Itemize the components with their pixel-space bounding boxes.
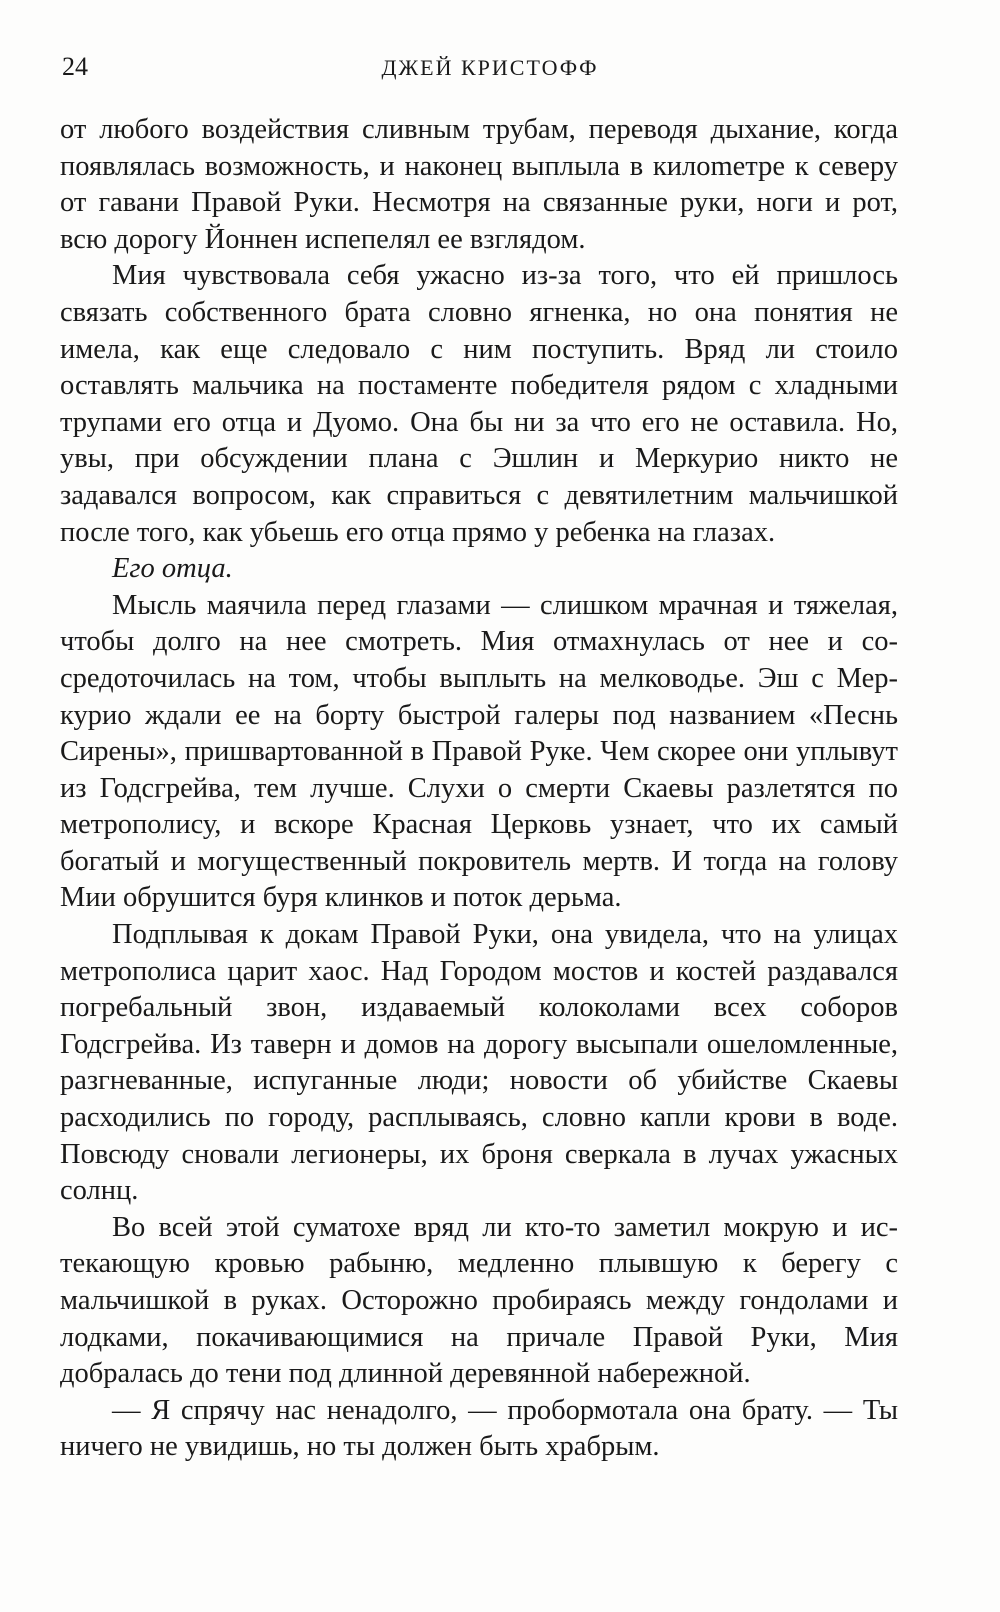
body-text [60, 112, 898, 1466]
paragraph-italic: Его отца. [112, 553, 233, 585]
paragraph: от любого воздействия сливным трубам, переводя дыхание, когда появлялась возможность, и наконец выплыла в килоmетре к северу от гавани Правой Руки. Несмотря на связанные руки, ноги и рот, всю дорогу Йоннен испепелял ее взглядом. [60, 114, 898, 255]
running-head [62, 50, 918, 90]
paragraph-dialogue: — Я спрячу нас ненадолго, — пробормотала она брату. — Ты ничего не увидишь, но ты должен быть храбрым. [60, 1394, 898, 1463]
running-title: ДЖЕЙ КРИСТОФФ [381, 55, 599, 80]
page-number: 24 [62, 52, 88, 81]
paragraph: Мысль маячила перед глазами — слишком мрачная и тяжелая, чтобы долго на нее смотреть. Мия отмахнулась от нее и сосредоточилась на том, чтобы выплыть на мелководье. Эш с Меркурио ждали ее на борту быстрой галеры под названием «Песнь Сирены», пришвартованной в Правой Руке. Чем скорее они уплывут из Годсгрейва, тем лучше. Слухи о смерти Скаевы разлетятся по метрополису, и вскоре Красная Церковь узнает, что их самый богатый и могущественный покровитель мертв. И тогда на голову Мии обрушится буря клинков и поток дерьма. [60, 589, 898, 914]
paragraph: Во всей этой суматохе вряд ли кто-то заметил мокрую и истекающую кровью рабыню, медленно плывшую к берегу с мальчишкой в руках. Осторожно пробираясь между гондолами и лодками, покачивающимися на причале Правой Руки, Мия добралась до тени под длинной деревянной набережной. [60, 1211, 898, 1390]
paragraph: Мия чувствовала себя ужасно из-за того, что ей пришлось связать собственного брата словно ягненка, но она понятия не имела, как еще следовало с ним поступить. Вряд ли стоило оставлять мальчика на постаменте победителя рядом с хладными трупами его отца и Дуомо. Она бы ни за что его не оставила. Но, увы, при обсуждении плана с Эшлин и Меркурио никто не задавался вопросом, как справиться с девятилетним мальчишкой после того, как убьешь его отца прямо у ребенка на глазах. [60, 260, 898, 548]
paragraph: Подплывая к докам Правой Руки, она увидела, что на улицах метрополиса царит хаос. Над Городом мостов и костей раздавался погребальный звон, издаваемый колоколами всех соборов Годсгрейва. Из таверн и домов на дорогу высыпали ошеломленные, разгневанные, испуганные люди; новости об убийстве Скаевы расходились по городу, расплываясь, словно капли крови в воде. Повсюду сновали легионеры, их броня сверкала в лучах ужасных солнц. [60, 919, 898, 1207]
